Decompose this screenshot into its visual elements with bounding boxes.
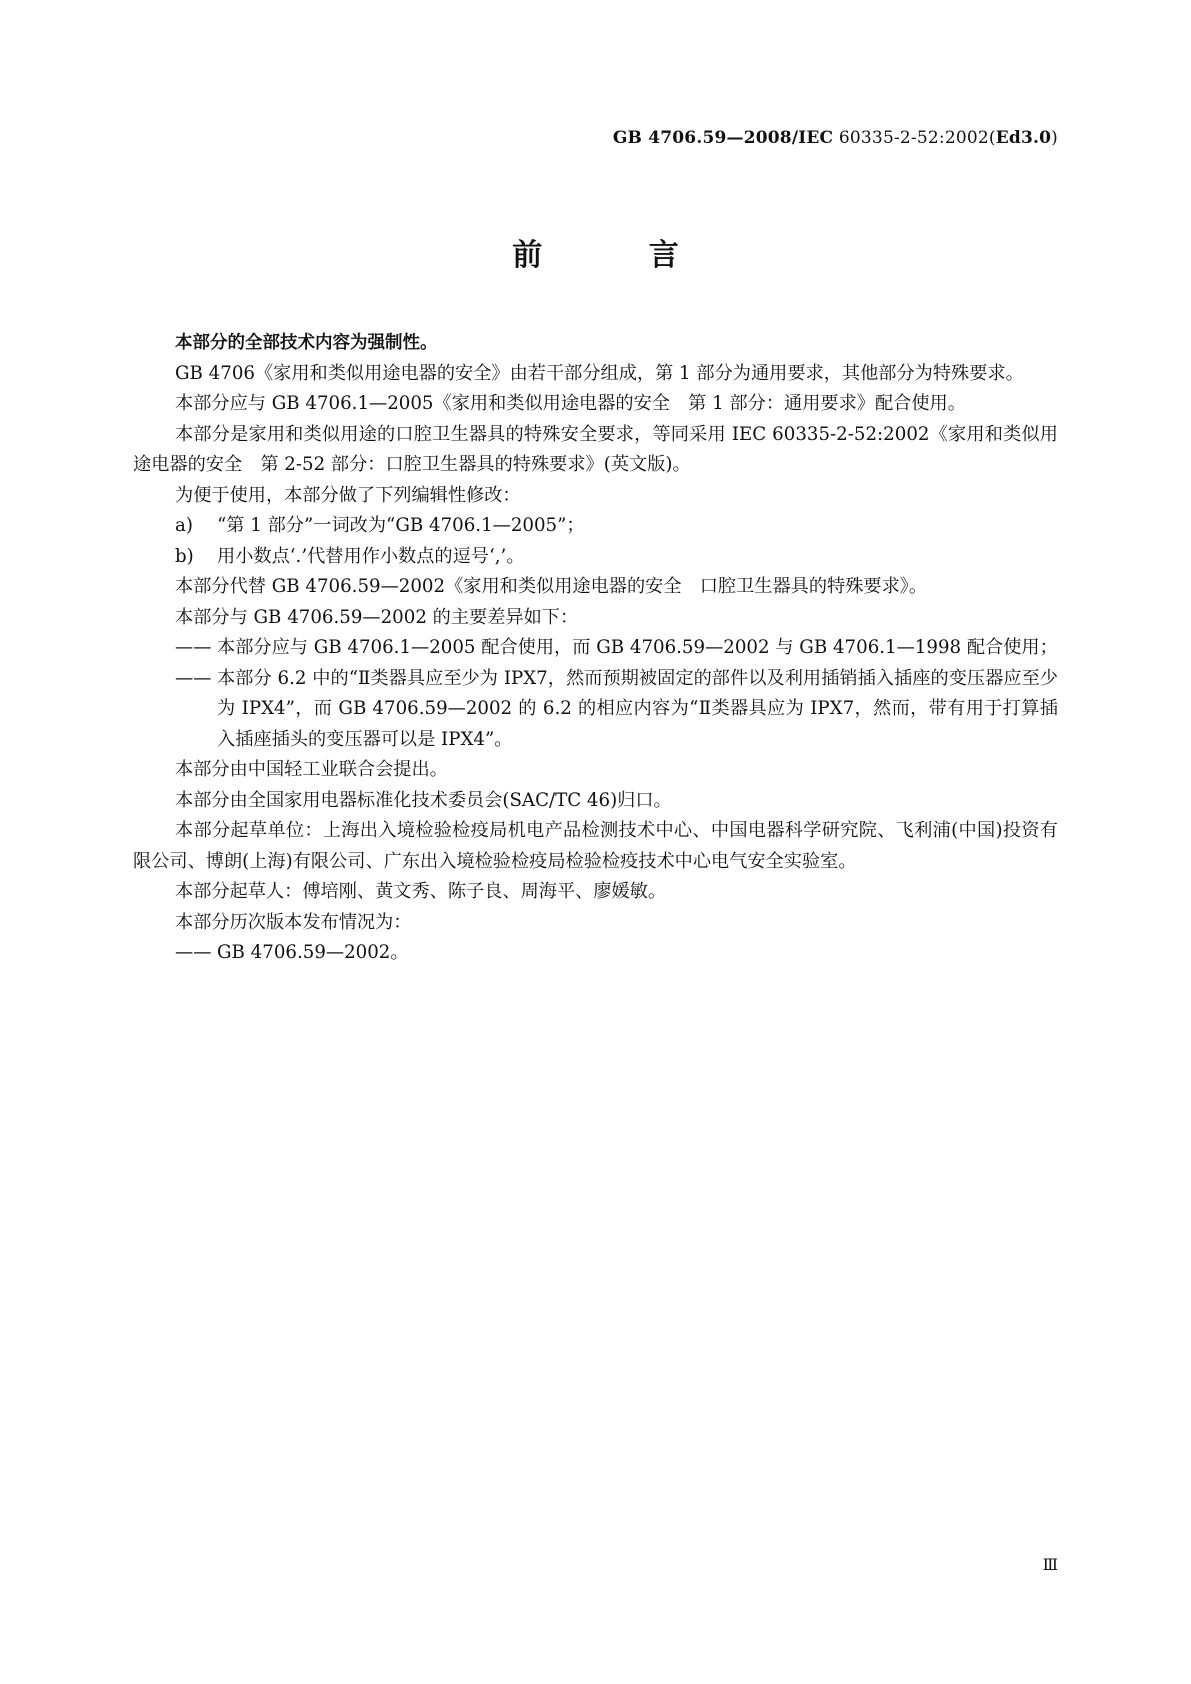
paragraph-drafting-units: 本部分起草单位：上海出入境检验检疫局机电产品检测技术中心、中国电器科学研究院、飞利浦(中国)投资有限公司、博朗(上海)有限公司、广东出入境检验检疫局检验检疫技术中心电气安全实验室。 — [133, 820, 1058, 872]
paragraph-differences-intro: 本部分与 GB 4706.59—2002 的主要差异如下： — [175, 606, 579, 628]
paragraph-scope: 本部分是家用和类似用途的口腔卫生器具的特殊安全要求，等同采用 IEC 60335-2-52:2002《家用和类似用途电器的安全 第 2-52 部分：口腔卫生器具的特殊要求》(英文版)。 — [133, 423, 1058, 475]
list-item-marker: b) — [175, 545, 194, 567]
dash-marker: —— — [175, 637, 212, 658]
paragraph-edits-intro: 为便于使用，本部分做了下列编辑性修改： — [175, 484, 521, 506]
list-item — [133, 511, 1058, 542]
paragraph-replaces: 本部分代替 GB 4706.59—2002《家用和类似用途电器的安全 口腔卫生器具的特殊要求》。 — [175, 576, 928, 597]
page-number: Ⅲ — [1042, 1555, 1058, 1574]
paragraph-usage: 本部分应与 GB 4706.1—2005《家用和类似用途电器的安全 第 1 部分：通用要求》配合使用。 — [175, 393, 966, 414]
list-item-text: 用小数点‘.’代替用作小数点的逗号‘,’。 — [217, 545, 525, 567]
standard-id-rest: 60335-2-52:2002( — [833, 128, 996, 148]
list-item-marker: a) — [175, 515, 193, 536]
mandatory-statement: 本部分的全部技术内容为强制性。 — [175, 333, 438, 353]
list-item — [133, 633, 1058, 664]
list-item-text: 本部分 6.2 中的“Ⅱ类器具应至少为 IPX7，然而预期被固定的部件以及利用插销插入插座的变压器应至少为 IPX4”，而 GB 4706.59—2002 的 6.2 的相应内容为“Ⅱ类器具应为 IPX7，然而，带有用于打算插入插座插头的变压器可以是 IPX4”。 — [217, 667, 1058, 750]
edition-close: ) — [1051, 128, 1058, 148]
paragraph-proposed-by: 本部分由中国轻工业联合会提出。 — [175, 759, 448, 780]
foreword-body — [133, 328, 1058, 969]
page-title: 前 言 — [512, 238, 727, 273]
edition-label: Ed3.0 — [995, 128, 1052, 148]
list-item — [133, 542, 1058, 573]
list-item-text: “第 1 部分”一词改为“GB 4706.1—2005”； — [217, 515, 585, 536]
list-item-text: 本部分应与 GB 4706.1—2005 配合使用，而 GB 4706.59—2002 与 GB 4706.1—1998 配合使用； — [217, 637, 1058, 658]
paragraph-series: GB 4706《家用和类似用途电器的安全》由若干部分组成，第 1 部分为通用要求，其他部分为特殊要求。 — [175, 362, 1024, 384]
list-item-text: GB 4706.59—2002。 — [217, 942, 409, 963]
list-item — [133, 938, 1058, 969]
standard-id-bold: GB 4706.59—2008/IEC — [612, 128, 834, 148]
standard-number-header — [613, 128, 1058, 148]
list-item — [133, 664, 1058, 756]
paragraph-history-intro: 本部分历次版本发布情况为： — [175, 911, 412, 933]
paragraph-centralized-by: 本部分由全国家用电器标准化技术委员会(SAC/TC 46)归口。 — [175, 789, 672, 811]
dash-marker: —— — [175, 667, 212, 689]
dash-marker: —— — [175, 942, 212, 963]
paragraph-drafters: 本部分起草人：傅培刚、黄文秀、陈子良、周海平、廖媛敏。 — [175, 881, 667, 902]
